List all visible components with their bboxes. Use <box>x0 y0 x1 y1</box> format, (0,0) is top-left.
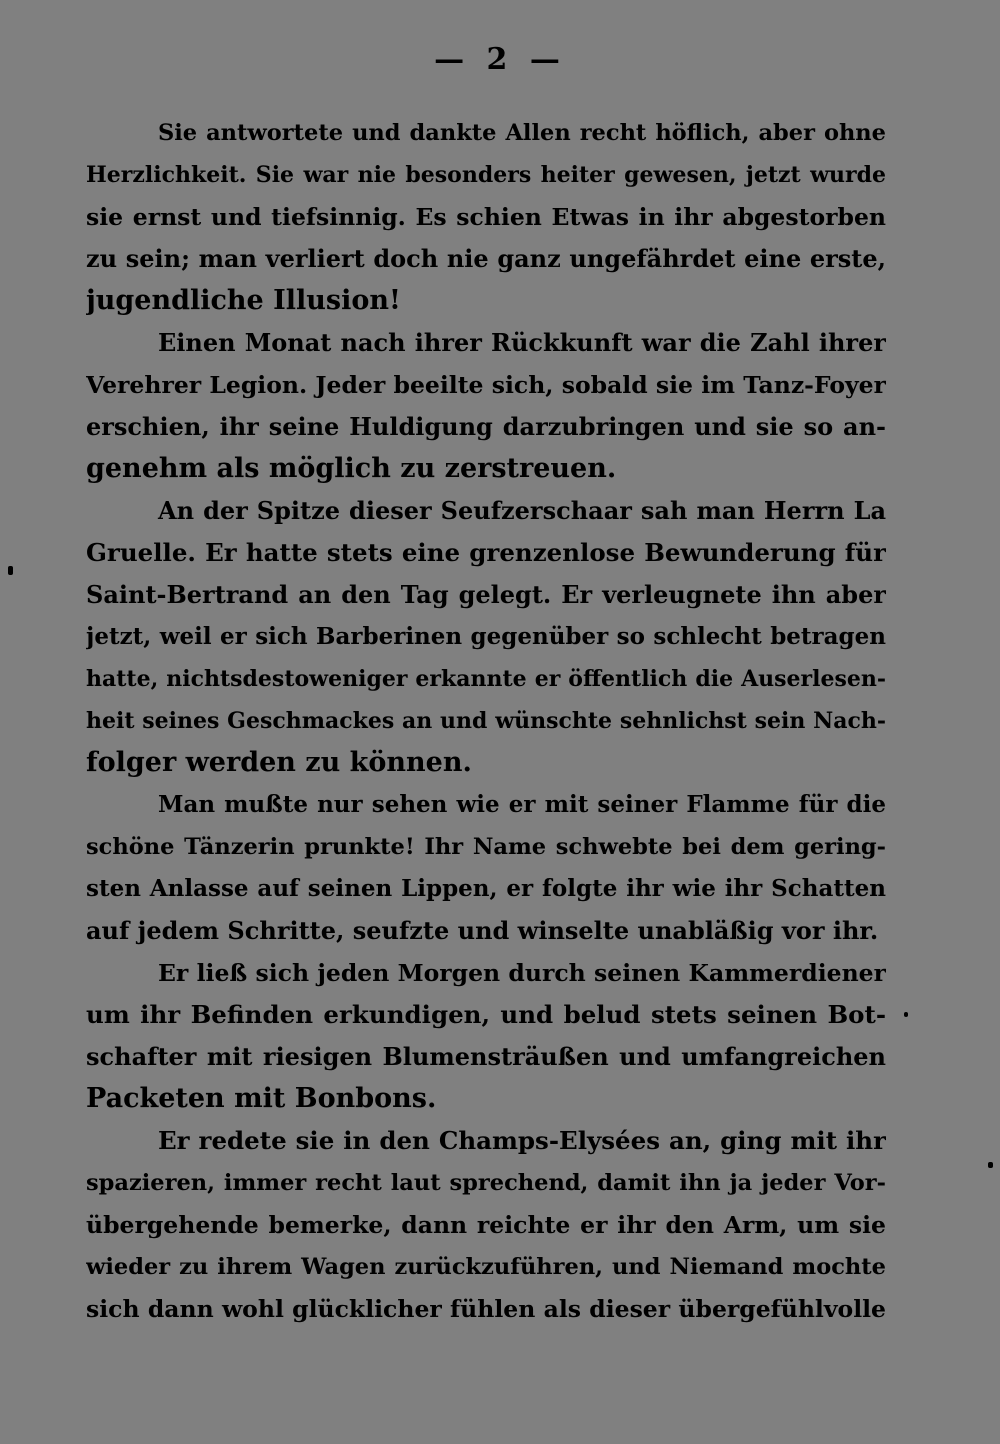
page-number: — 2 — <box>434 42 566 77</box>
text-line: wieder zu ihrem Wagen zurückzuführen, und Niemand mochte <box>86 1254 886 1280</box>
text-line: Herzlichkeit. Sie war nie besonders heiter gewesen, jetzt wurde <box>86 162 886 188</box>
text-line: Er redete sie in den Champs-Elysées an, ging mit ihr <box>158 1126 886 1155</box>
scan-speck-right-upper <box>904 1012 908 1017</box>
text-line: jetzt, weil er sich Barberinen gegenüber so schlecht betragen <box>86 623 886 650</box>
text-line: heit seines Geschmackes an und wünschte sehnlichst sein Nach- <box>86 708 886 734</box>
text-line: sie ernst und tiefsinnig. Es schien Etwas in ihr abgestorben <box>86 203 886 231</box>
text-line: jugendliche Illusion! <box>86 285 401 316</box>
text-line: auf jedem Schritte, seufzte und winselte unabläßig vor ihr. <box>86 916 879 945</box>
text-line: folger werden zu können. <box>86 747 472 778</box>
text-line: schöne Tänzerin prunkte! Ihr Name schwebte bei dem gering- <box>86 834 886 860</box>
text-line: Er ließ sich jeden Morgen durch seinen Kammerdiener <box>158 959 886 987</box>
text-line: übergehende bemerke, dann reichte er ihr den Arm, um sie <box>86 1211 886 1239</box>
text-line: Verehrer Legion. Jeder beeilte sich, sobald sie im Tanz-Foyer <box>86 371 886 399</box>
text-line: zu sein; man verliert doch nie ganz ungefährdet eine erste, <box>86 244 886 273</box>
text-line: spazieren, immer recht laut sprechend, damit ihn ja jeder Vor- <box>86 1170 886 1196</box>
body-text <box>86 112 886 1330</box>
text-line: um ihr Befinden erkundigen, und belud stets seinen Bot- <box>86 1000 886 1029</box>
text-line: hatte, nichtsdestoweniger erkannte er öffentlich die Auserlesen- <box>86 666 886 692</box>
text-line: erschien, ihr seine Huldigung darzubringen und sie so an- <box>86 412 886 441</box>
text-line: Man mußte nur sehen wie er mit seiner Flamme für die <box>158 791 886 818</box>
text-line: Saint-Bertrand an den Tag gelegt. Er verleugnete ihn aber <box>86 580 886 609</box>
text-line: Packeten mit Bonbons. <box>86 1083 437 1114</box>
text-line: Gruelle. Er hatte stets eine grenzenlose Bewunderung für <box>86 538 886 567</box>
text-line: Einen Monat nach ihrer Rückkunft war die Zahl ihrer <box>158 328 886 357</box>
scan-speck-left <box>8 566 13 575</box>
text-line: genehm als möglich zu zerstreuen. <box>86 453 617 484</box>
text-line: Sie antwortete und dankte Allen recht höflich, aber ohne <box>158 120 886 146</box>
text-line: sten Anlasse auf seinen Lippen, er folgte ihr wie ihr Schatten <box>86 875 886 902</box>
text-line: schafter mit riesigen Blumensträußen und umfangreichen <box>86 1042 886 1071</box>
scan-speck-right-lower <box>988 1162 993 1168</box>
text-line: An der Spitze dieser Seufzerschaar sah man Herrn La <box>158 496 886 525</box>
text-line: sich dann wohl glücklicher fühlen als dieser übergefühlvolle <box>86 1295 886 1323</box>
